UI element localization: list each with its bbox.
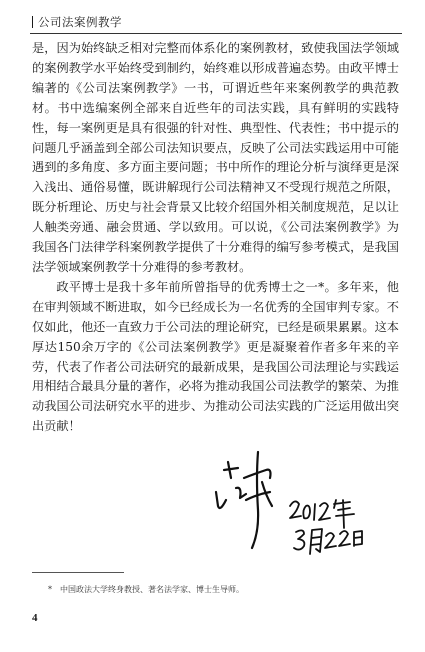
body-text bbox=[32, 39, 399, 437]
header-bar bbox=[32, 16, 33, 28]
running-header bbox=[32, 14, 402, 30]
running-title: 公司法案例教学 bbox=[38, 15, 122, 29]
footnote-text: 中国政法大学终身教授、著名法学家、博士生导师。 bbox=[60, 585, 244, 594]
paragraph: 是，因为始终缺乏相对完整而体系化的案例教材，致使我国法学领域的案例教学水平始终受到制约，始终难以形成普遍态势。由政平博士编著的《公司法案例教学》一书，可谓近些年来案例教学的典范教材。书中选编案例全部来自近些年的司法实践，具有鲜明的实践特性，每一案例更是具有很强的针对性、典型性、代表性；书中提示的问题几乎涵盖到全部公司法知识要点，反映了公司法实践运用中可能遇到的多角度、多方面主要问题；书中所作的理论分析与演绎更是深入浅出、通俗易懂，既讲解现行公司法精神又不受现行规范之所限，既分析理论、历史与社会背景又比较介绍国外相关制度规范，足以让人触类旁通、融会贯通、学以致用。可以说，《公司法案例教学》为我国各门法律学科案例教学提供了十分难得的编写参考模式，是我国法学领域案例教学十分难得的参考教材。 bbox=[32, 41, 399, 274]
signature-drawing bbox=[200, 448, 370, 558]
header-rule bbox=[30, 33, 402, 34]
page-number: 4 bbox=[32, 612, 38, 624]
footnote-marker: * bbox=[48, 585, 52, 594]
paragraph: 政平博士是我十多年前所曾指导的优秀博士之一*。多年来，他在审判领域不断进取，如今已经成长为一名优秀的全国审判专家。不仅如此，他还一直致力于公司法的理论研究，已经是硕果累累。这本厚达150余万字的《公司法案例教学》更是凝聚着作者多年来的辛劳，代表了作者公司法研究的最新成果，是我国公司法理论与实践运用相结合最具分量的著作，必将为推动我国公司法教学的繁荣、为推动我国公司法研究水平的进步、为推动公司法实践的广泛运用做出突出贡献！ bbox=[32, 279, 399, 434]
footnote-rule bbox=[32, 572, 124, 573]
footnote bbox=[48, 585, 388, 595]
handwritten-signature bbox=[200, 448, 370, 558]
